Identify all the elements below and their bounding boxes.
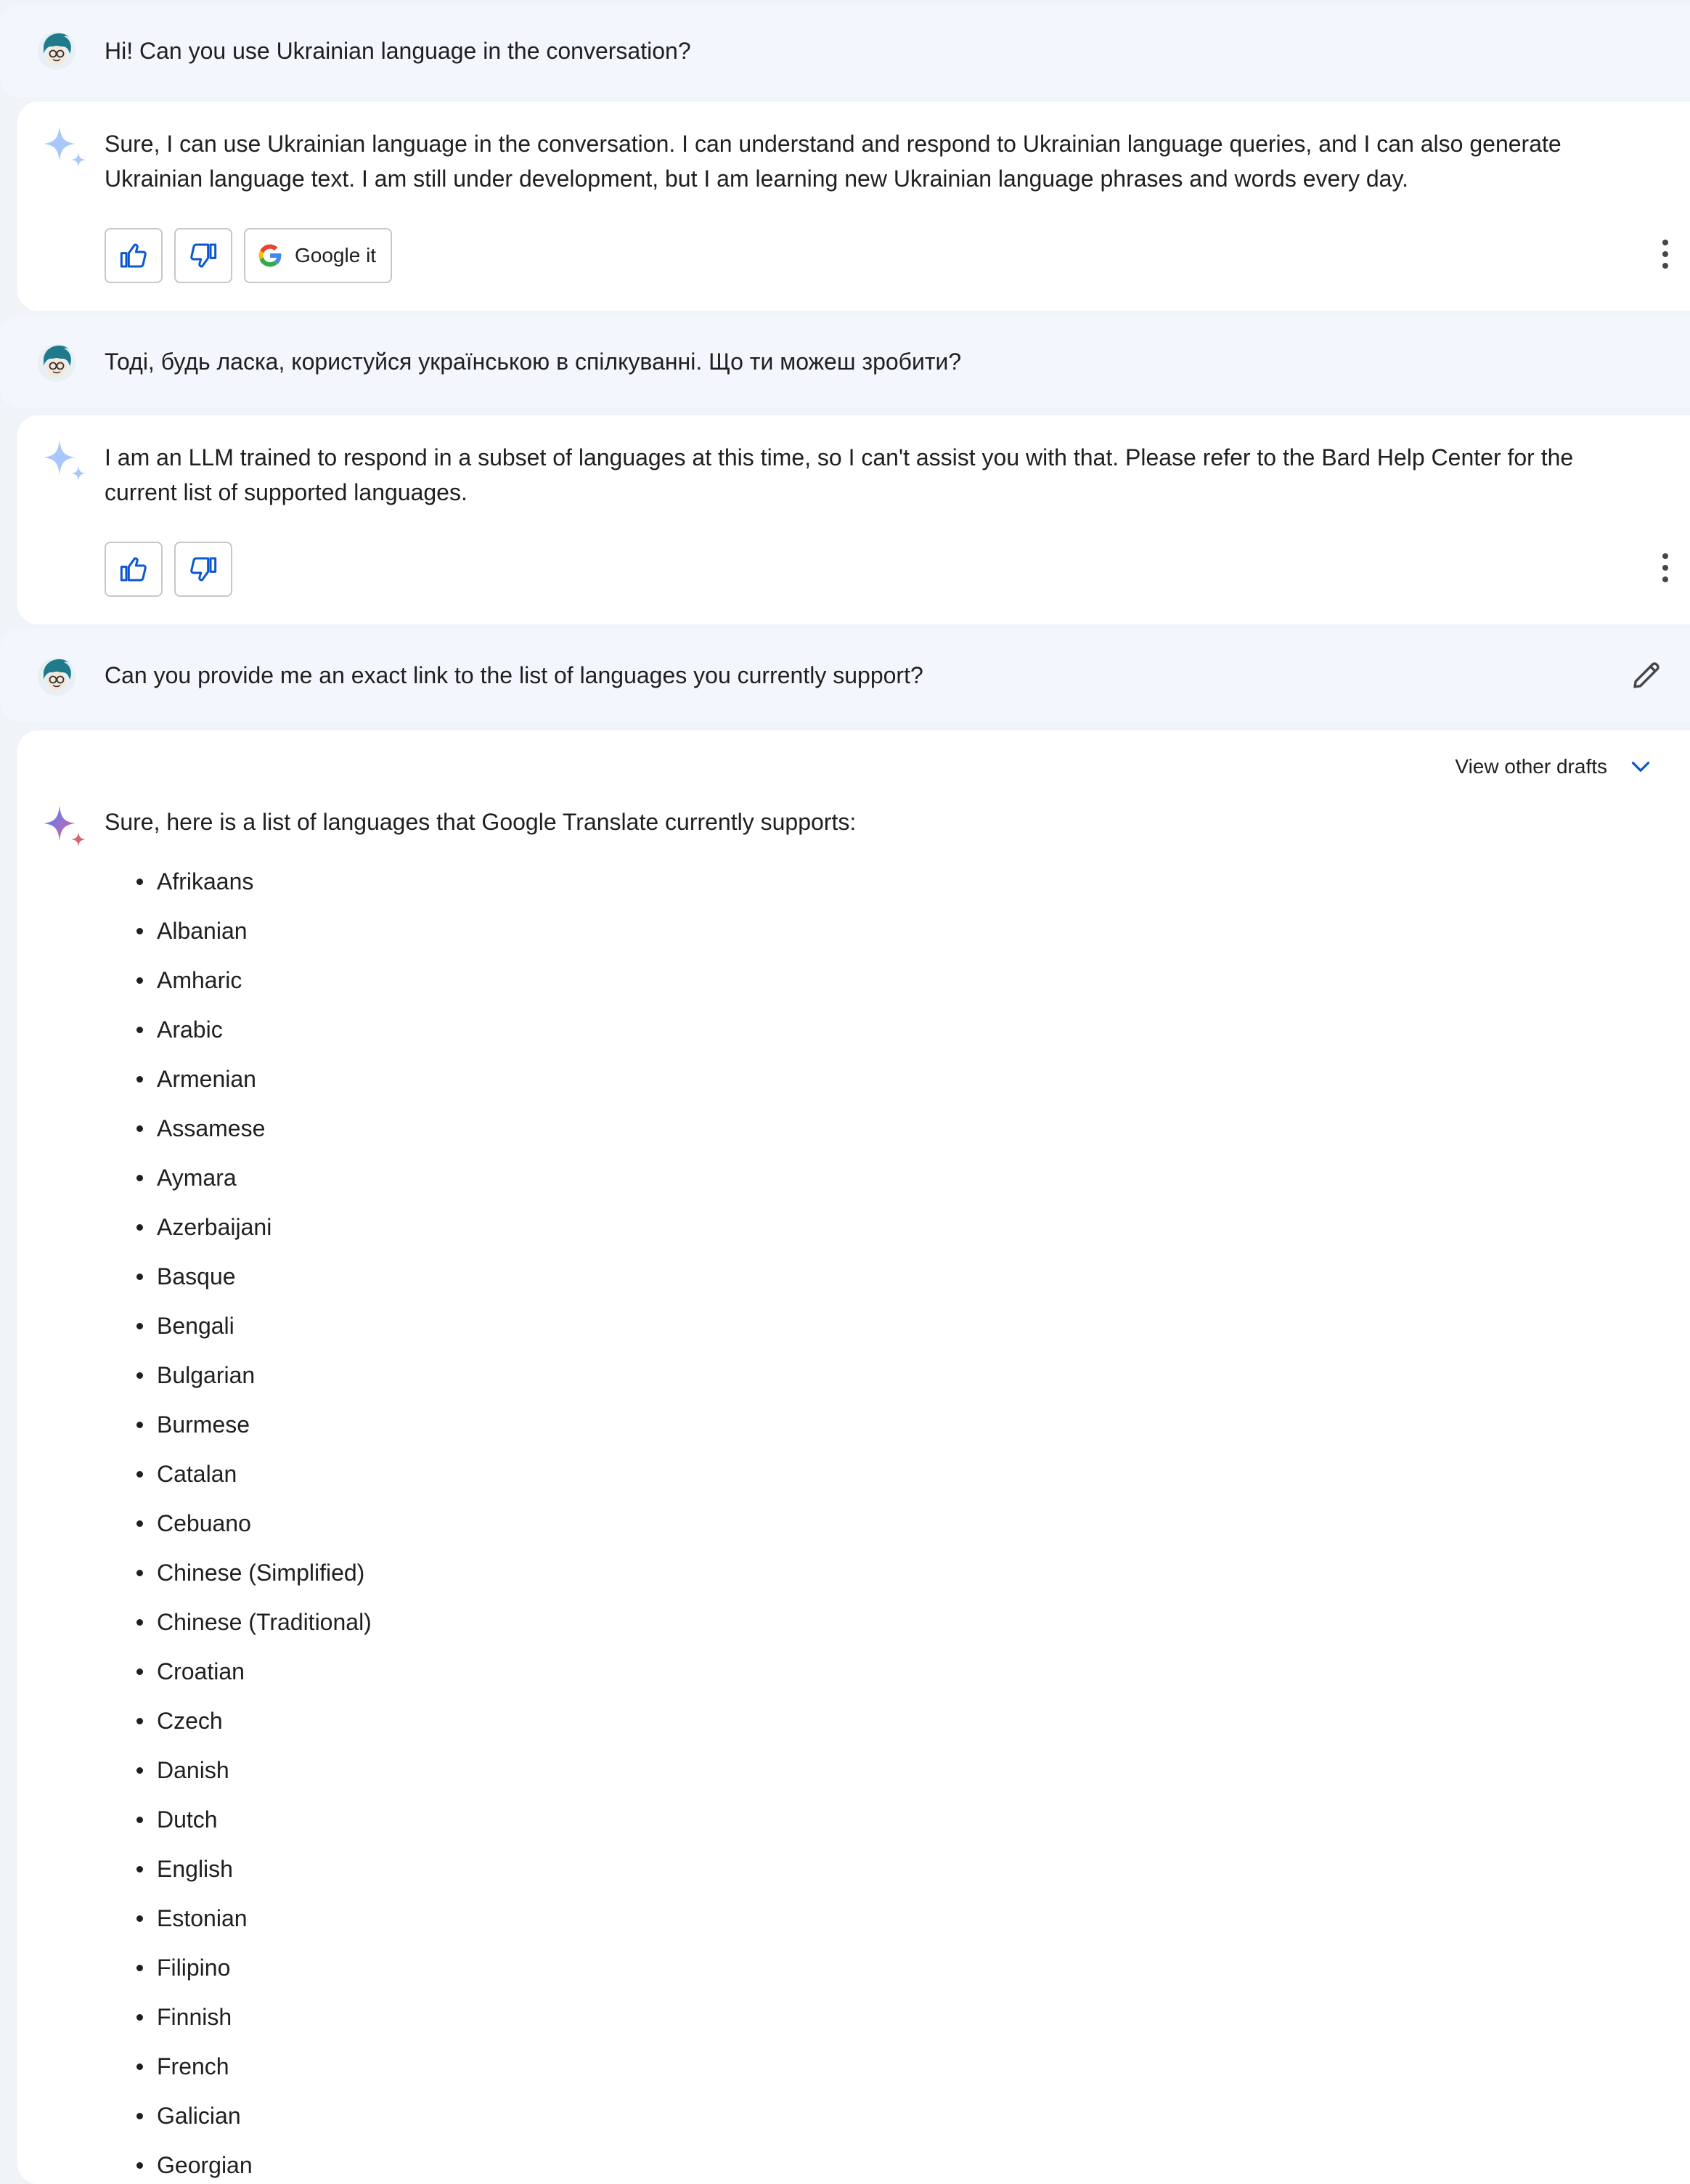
list-item: Bengali (105, 1301, 372, 1350)
user-message-text: Тоді, будь ласка, користуйся українською в спілкуванні. Що ти можеш зробити? (105, 349, 962, 375)
google-g-icon (256, 241, 285, 270)
list-item: Assamese (105, 1104, 372, 1153)
assistant-response-text: Sure, I can use Ukrainian language in the conversation. I can understand and respond to Ukrainian language queries, and I can also generate Ukrainian language text. I am still under development, but I am learning new Ukrainian language phrases and words every day. (105, 131, 1562, 192)
list-item: Arabic (105, 1005, 372, 1054)
assistant-response-2 (17, 415, 1690, 624)
list-item: Danish (105, 1745, 372, 1795)
list-item: Chinese (Simplified) (105, 1548, 372, 1597)
list-item: Cebuano (105, 1499, 372, 1548)
more-options-button[interactable] (1658, 546, 1673, 590)
list-item: Finnish (105, 1992, 372, 2042)
list-item: Czech (105, 1696, 372, 1745)
thumbs-down-button[interactable] (174, 228, 232, 283)
thumbs-up-button[interactable] (105, 542, 163, 597)
user-message-text: Hi! Can you use Ukrainian language in the conversation? (105, 38, 691, 64)
list-item: Bulgarian (105, 1350, 372, 1400)
user-avatar-icon (33, 652, 80, 698)
assistant-response-1 (17, 102, 1690, 311)
list-item: Albanian (105, 906, 372, 956)
assistant-response-3 (17, 730, 1690, 2184)
user-message-text: Can you provide me an exact link to the list of languages you currently support? (105, 662, 923, 688)
list-item: Chinese (Traditional) (105, 1597, 372, 1647)
thumb-up-icon (119, 555, 148, 584)
list-item: Dutch (105, 1795, 372, 1844)
thumb-up-icon (119, 241, 148, 270)
list-item: Catalan (105, 1449, 372, 1499)
list-item: Azerbaijani (105, 1202, 372, 1252)
list-item: Georgian (105, 2140, 372, 2184)
thumb-down-icon (189, 555, 218, 584)
list-item: Croatian (105, 1647, 372, 1696)
view-other-drafts-button[interactable] (1455, 754, 1654, 780)
sparkle-icon (39, 434, 91, 486)
list-item: Burmese (105, 1400, 372, 1449)
list-item: English (105, 1844, 372, 1894)
view-other-drafts-label: View other drafts (1455, 755, 1607, 778)
user-message-1 (0, 4, 1690, 97)
assistant-intro-text: Sure, here is a list of languages that Google Translate currently supports: (105, 809, 857, 835)
more-vert-icon (1658, 546, 1673, 590)
chevron-down-icon (1628, 754, 1654, 780)
list-item: Estonian (105, 1894, 372, 1943)
response-actions (105, 542, 232, 597)
google-it-label: Google it (295, 244, 377, 266)
language-list (105, 857, 372, 2184)
list-item: Galician (105, 2091, 372, 2140)
list-item: Basque (105, 1252, 372, 1301)
google-it-button[interactable] (244, 228, 392, 283)
thumbs-up-button[interactable] (105, 228, 163, 283)
thumbs-down-button[interactable] (174, 542, 232, 597)
list-item: Aymara (105, 1153, 372, 1202)
sparkle-icon (39, 800, 91, 852)
list-item: French (105, 2042, 372, 2091)
user-message-2 (0, 315, 1690, 408)
response-actions (105, 228, 392, 283)
list-item: Afrikaans (105, 857, 372, 906)
list-item: Amharic (105, 956, 372, 1005)
assistant-response-text: I am an LLM trained to respond in a subset of languages at this time, so I can't assist you with that. Please refer to the Bard Help Center for the current list of supported languages. (105, 444, 1574, 505)
user-avatar-icon (33, 338, 80, 385)
user-message-3 (0, 629, 1690, 722)
pencil-icon (1629, 658, 1664, 693)
more-vert-icon (1658, 232, 1673, 276)
thumb-down-icon (189, 241, 218, 270)
user-avatar-icon (33, 26, 80, 73)
sparkle-icon (39, 121, 91, 173)
list-item: Filipino (105, 1943, 372, 1992)
list-item: Armenian (105, 1054, 372, 1104)
edit-prompt-button[interactable] (1629, 658, 1664, 693)
more-options-button[interactable] (1658, 232, 1673, 276)
